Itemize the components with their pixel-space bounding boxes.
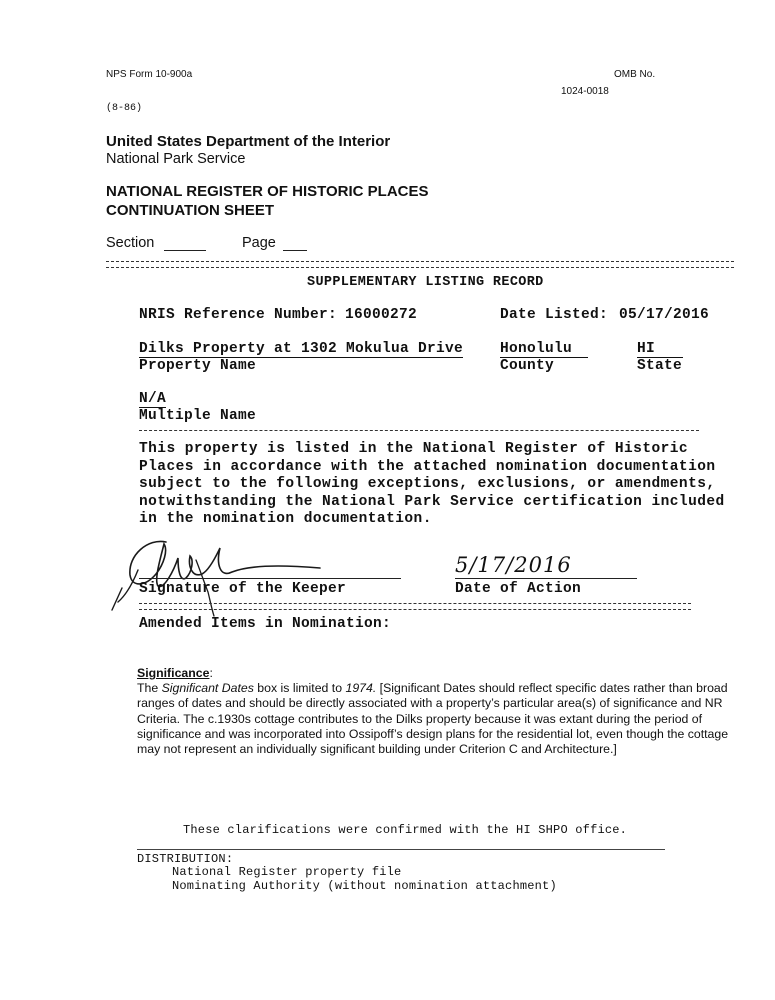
listing-statement — [139, 441, 725, 529]
significance-heading-text: Significance — [137, 666, 210, 680]
section-blank — [164, 250, 206, 251]
action-date-line — [455, 578, 637, 579]
distribution-item: National Register property file — [172, 865, 402, 879]
signature-separator — [139, 603, 691, 610]
keeper-signature-line — [139, 578, 401, 579]
significance-text: box is limited to — [253, 681, 346, 695]
section-label: Section — [106, 235, 155, 251]
county-value: Honolulu — [500, 341, 588, 358]
amended-items-label: Amended Items in Nomination: — [139, 616, 392, 632]
multiple-name-label: Multiple Name — [139, 408, 257, 424]
keeper-label: Signature of the Keeper — [139, 581, 347, 597]
header-separator — [106, 261, 734, 268]
multiple-name-separator — [139, 430, 699, 431]
page-label: Page — [242, 235, 276, 251]
nris-number: 16000272 — [345, 307, 418, 323]
distribution-separator — [137, 849, 665, 850]
significance-text: [Significant Dates should reflect specific dates rather than broad ranges of dates and should be directly associated with a property’s particular area(s) of significance and NR Criteria. The c.1930s cottage contributes to the Dilks property because it was extant during the period of significance and was incorporated into Ossipoff’s design plans for the residential lot, even though the cottage may not represent an individually significant building under Criterion C and Architecture.] — [137, 681, 729, 757]
statement-line: in the nomination documentation. — [139, 511, 432, 527]
record-title: SUPPLEMENTARY LISTING RECORD — [307, 275, 544, 290]
significance-heading — [137, 666, 213, 680]
omb-label: OMB No. — [614, 69, 656, 80]
significance-paragraph — [137, 681, 733, 757]
date-listed-value: 05/17/2016 — [619, 307, 710, 323]
nris-label: NRIS Reference Number: — [139, 307, 338, 323]
sheet-title: NATIONAL REGISTER OF HISTORIC PLACES — [106, 183, 429, 200]
statement-line: subject to the following exceptions, exclusions, or amendments, — [139, 476, 716, 492]
form-revision: (8-86) — [106, 103, 143, 114]
state-label: State — [637, 358, 683, 374]
property-name-label: Property Name — [139, 358, 257, 374]
county-label: County — [500, 358, 555, 374]
statement-line: This property is listed in the National Register of Historic — [139, 441, 689, 457]
action-date-handwritten: 5/17/2016 — [455, 553, 572, 577]
statement-line: notwithstanding the National Park Service certification included — [139, 493, 725, 510]
multiple-name-value: N/A — [139, 391, 167, 407]
service-name: National Park Service — [106, 151, 246, 167]
sheet-subtitle: CONTINUATION SHEET — [106, 202, 275, 219]
form-number: NPS Form 10-900a — [106, 69, 193, 80]
significant-dates-term: Significant Dates — [161, 681, 254, 695]
distribution-label: DISTRIBUTION: — [137, 852, 234, 866]
clarification-note: These clarifications were confirmed with the HI SHPO office. — [183, 823, 628, 837]
action-date-label: Date of Action — [455, 581, 582, 597]
department-name: United States Department of the Interior — [106, 133, 391, 150]
property-name-value: Dilks Property at 1302 Mokulua Drive — [139, 341, 464, 357]
statement-line: Places in accordance with the attached nomination documentation — [139, 458, 716, 475]
state-value: HI — [637, 341, 683, 358]
significance-text: The — [137, 681, 162, 695]
distribution-item: Nominating Authority (without nomination attachment) — [172, 879, 557, 893]
omb-number: 1024-0018 — [561, 86, 609, 97]
significant-year: 1974. — [345, 681, 377, 695]
significance-heading-colon: : — [209, 666, 213, 680]
date-listed-label: Date Listed: — [500, 307, 609, 323]
page-blank — [283, 250, 307, 251]
